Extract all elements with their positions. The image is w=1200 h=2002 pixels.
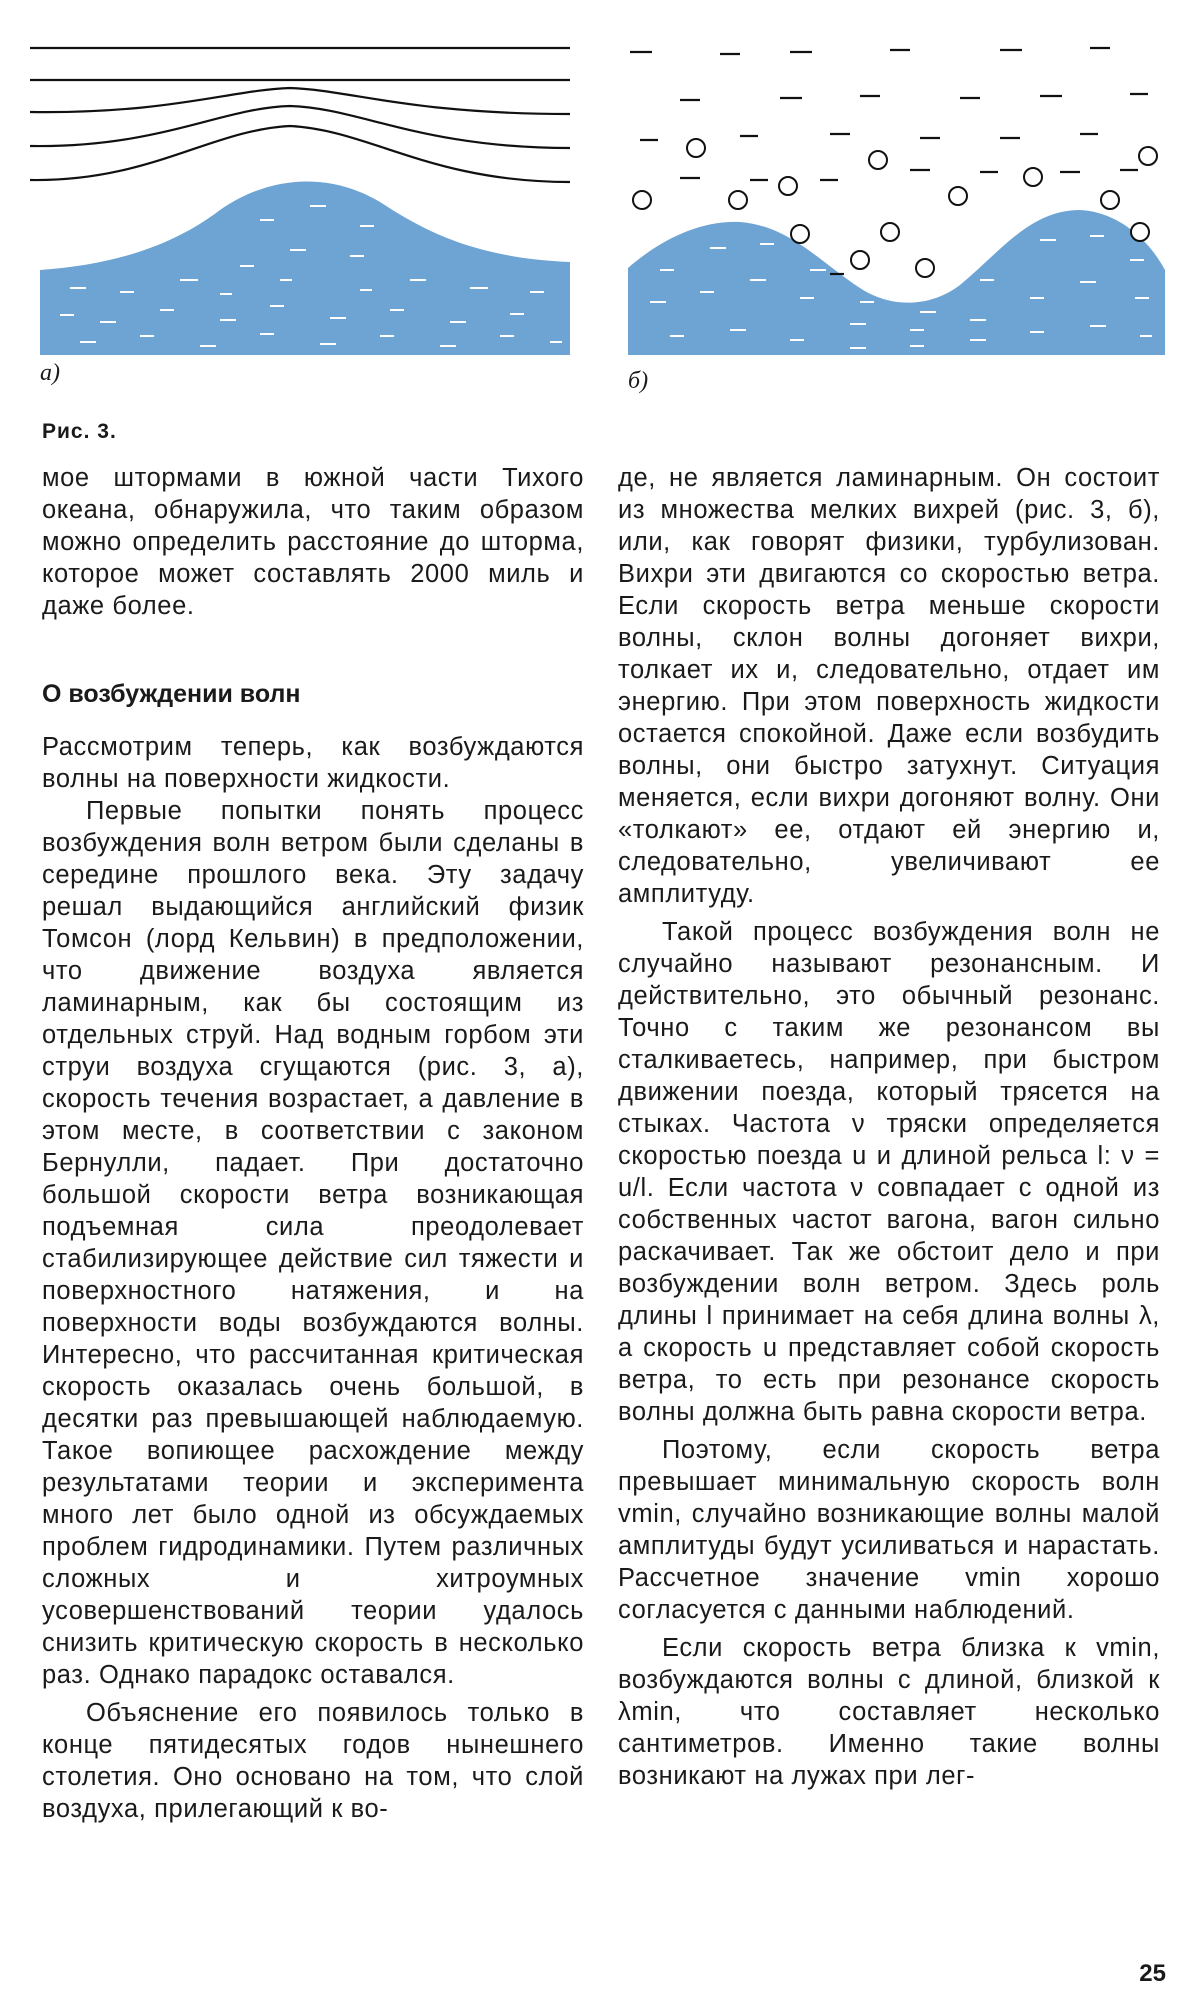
vortex [1101,191,1119,209]
vortex [633,191,651,209]
vortex [1139,147,1157,165]
paragraph: Рассмотрим теперь, как возбуждаются волны на поверхности жидкости. [42,733,584,793]
figure-a-label: а) [40,360,60,386]
vortex [729,191,747,209]
figure-caption: Рис. 3. [42,420,117,443]
paragraph: Такой процесс возбуждения волн не случайно называют резонансным. И действительно, это обычный резонанс. Точно с таким же резонансом вы сталкиваетесь, например, при быстром движении поезда, который трясется на стыках. Частота ν тряски определяется скоростью поезда u и длиной рельса l: ν = u/l. Если частота ν совпадает с одной из собственных частот вагона, вагон сильно раскачивает. Так же обстоит дело и при возбуждении волн ветром. Здесь роль длины l принимает на себя длина волны λ, а скорость u представляет собой скорость ветра, то есть при резонансе скорость волны должна быть равна скорости ветра. [618,918,1160,1426]
vortex [687,139,705,157]
vortex [791,225,809,243]
figure-a-laminar-flow [30,30,570,370]
paragraph: мое штормами в южной части Тихого океана, обнаружила, что таким образом можно определить расстояние до шторма, которое может составлять 2000 миль и даже более. [42,464,584,620]
paragraph: Поэтому, если скорость ветра превышает минимальную скорость волн vmin, случайно возникающие волны малой амплитуды будут усиливаться и нарастать. Рассчетное значение vmin хорошо согласуется с данными наблюдений. [618,1436,1160,1624]
vortex [1024,168,1042,186]
vortex [916,259,934,277]
paragraph: Объяснение его появилось только в конце пятидесятых годов нынешнего столетия. Оно основано на том, что слой воздуха, прилегающий к во- [42,1699,584,1823]
figure-b-label: б) [628,368,649,394]
water-crest [40,181,570,355]
vortex [869,151,887,169]
section-heading: О возбуждении волн [42,680,301,708]
vortex [779,177,797,195]
streamlines [30,48,570,182]
paragraph: де, не является ламинарным. Он состоит из множества мелких вихрей (рис. 3, б), или, как говорят физики, турбулизован. Вихри эти двигаются со скоростью ветра. Если скорость ветра меньше скорости волны, склон волны догоняет вихри, толкает их и, следовательно, отдает им энергию. При этом поверхность жидкости остается спокойной. Даже если возбудить волны, они быстро затухнут. Ситуация меняется, если вихри догоняют волну. Они «толкают» ее, отдают ей энергию и, следовательно, увеличивают ее амплитуду. [618,464,1160,908]
vortex [949,187,967,205]
streamline [30,126,570,182]
streamline [30,88,570,114]
page-number: 25 [1139,1960,1166,1987]
left-column [42,462,584,1825]
paragraph: Если скорость ветра близка к vmin, возбуждаются волны с длиной, близкой к λmin, что составляет несколько сантиметров. Именно такие волны возникают на лужах при лег- [618,1634,1160,1790]
vortex [881,223,899,241]
vortex [1131,223,1149,241]
vortex [851,251,869,269]
figure-b-turbulent-flow [620,30,1170,370]
paragraph: Первые попытки понять процесс возбуждения волн ветром были сделаны в середине прошлого века. Эту задачу решал выдающийся английский физик Томсон (лорд Кельвин) в предположении, что движение воздуха является ламинарным, как бы состоящим из отдельных струй. Над водным горбом эти струи воздуха сгущаются (рис. 3, а), скорость течения возрастает, а давление в этом месте, в соответствии с законом Бернулли, падает. При достаточно большой скорости ветра возникающая подъемная сила преодолевает стабилизирующее действие сил тяжести и поверхностного натяжения, и на поверхности воды возбуждаются волны. Интересно, что рассчитанная критическая скорость оказалась очень большой, в десятки раз превышающей наблюдаемую. Такое вопиющее расхождение между результатами теории и эксперимента много лет было одной из обсуждаемых проблем гидродинамики. Путем различных сложных и хитроумных усовершенствований теории удалось снизить критическую скорость в несколько раз. Однако парадокс оставался. [42,797,584,1689]
right-column [618,462,1160,1792]
